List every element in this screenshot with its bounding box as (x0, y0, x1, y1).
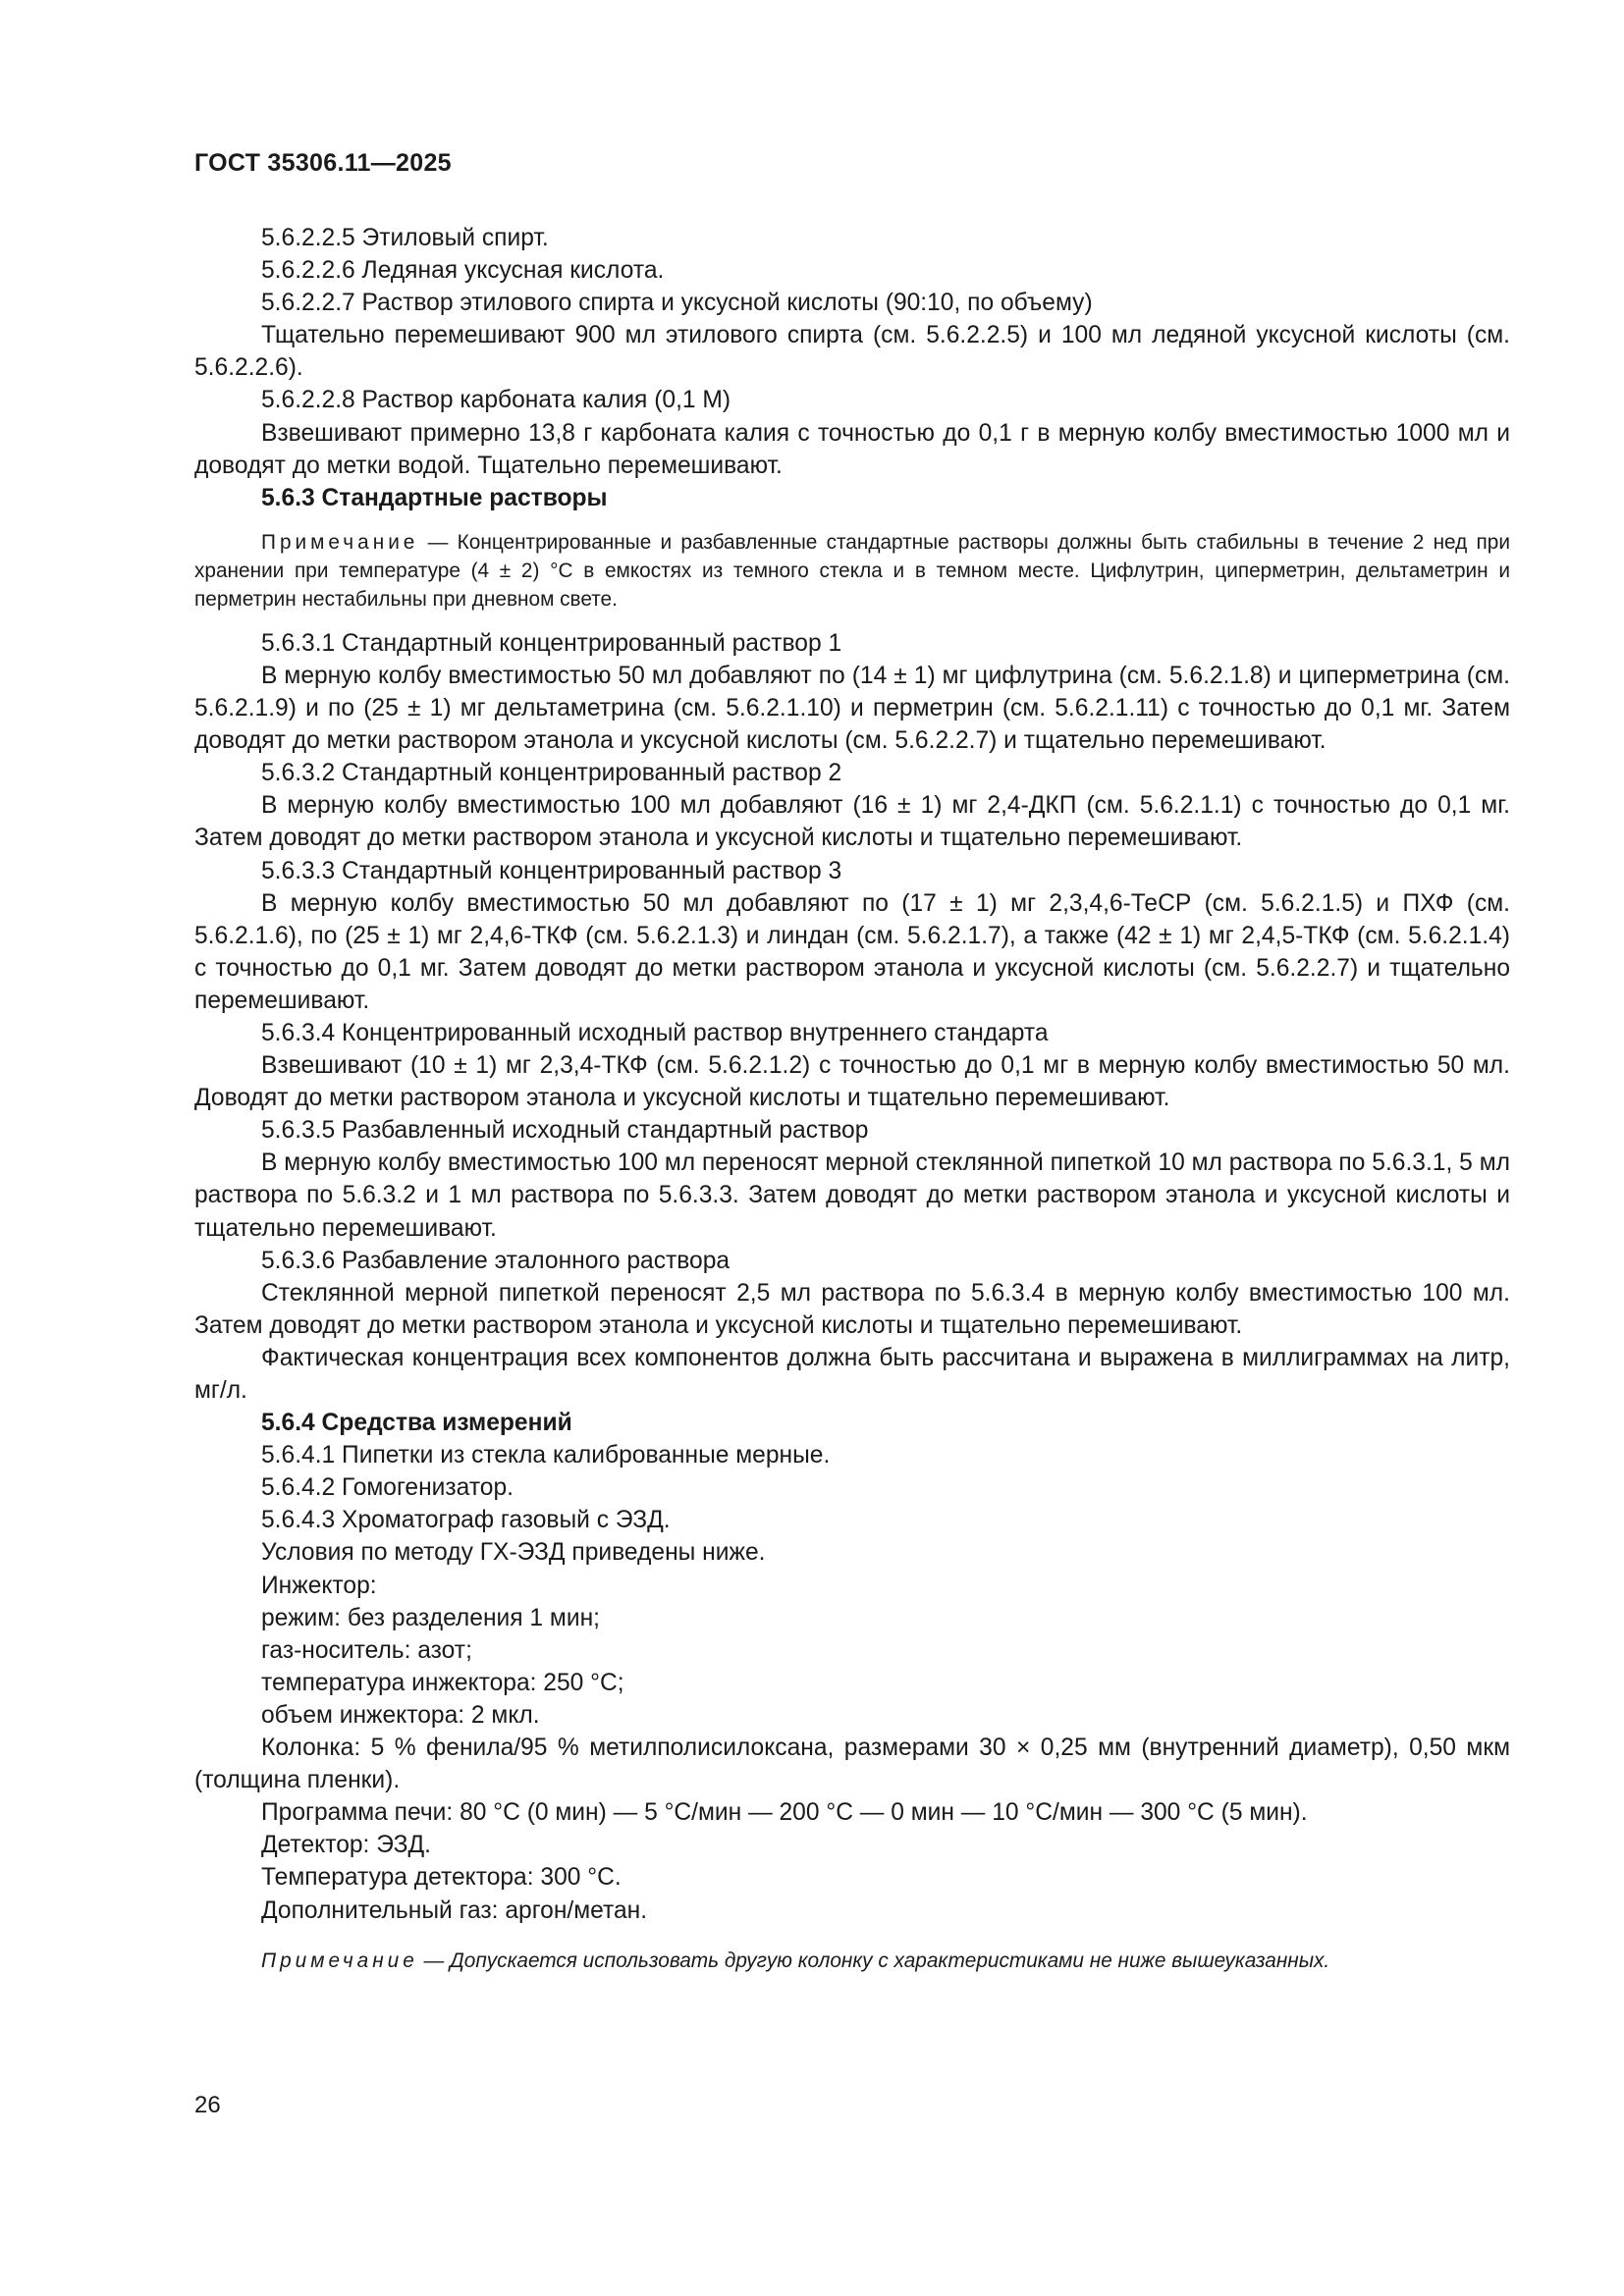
paragraph: 5.6.4.3 Хроматограф газовый с ЭЗД. (261, 1507, 671, 1534)
paragraph: 5.6.4.1 Пипетки из стекла калиброванные мерные. (261, 1442, 831, 1469)
paragraph: объем инжектора: 2 мкл. (261, 1701, 540, 1729)
paragraph: Тщательно перемешивают 900 мл этилового спирта (см. 5.6.2.2.5) и 100 мл ледяной уксусной кислоты (см. 5.6.2.2.6). (194, 322, 1510, 382)
paragraph: В мерную колбу вместимостью 100 мл переносят мерной стеклянной пипеткой 10 мл раствора по 5.6.3.1, 5 мл раствора по 5.6.3.2 и 1 мл раствора по 5.6.3.3. Затем доводят до метки раствором этанола и уксусной кислоты и тщательно перемешивают. (194, 1149, 1510, 1242)
paragraph: температура инжектора: 250 °С; (261, 1669, 624, 1696)
note (194, 528, 1510, 614)
page-number: 26 (194, 2092, 221, 2118)
paragraph: Взвешивают примерно 13,8 г карбоната калия с точностью до 0,1 г в мерную колбу вместимостью 1000 мл и доводят до метки водой. Тщательно перемешивают. (194, 419, 1510, 479)
paragraph: 5.6.3.2 Стандартный концентрированный раствор 2 (261, 760, 842, 787)
note-label: Примечание (261, 1949, 418, 1972)
paragraph: 5.6.3.3 Стандартный концентрированный раствор 3 (261, 857, 842, 884)
paragraph: Взвешивают (10 ± 1) мг 2,3,4-ТКФ (см. 5.6.2.1.2) с точностью до 0,1 мг в мерную колбу вместимостью 50 мл. Доводят до метки раствором этанола и уксусной кислоты и тщательно перемешивают. (194, 1052, 1510, 1112)
paragraph: Условия по методу ГХ-ЭЗД приведены ниже. (261, 1539, 766, 1567)
paragraph: Колонка: 5 % фенила/95 % метилполисилоксана, размерами 30 × 0,25 мм (внутренний диаметр), 0,50 мкм (толщина пленки). (194, 1735, 1510, 1794)
paragraph: 5.6.2.2.7 Раствор этилового спирта и уксусной кислоты (90:10, по объему) (261, 290, 1093, 317)
paragraph: 5.6.2.2.6 Ледяная уксусная кислота. (261, 257, 665, 285)
paragraph: Детектор: ЭЗД. (261, 1832, 431, 1859)
paragraph: Фактическая концентрация всех компонентов должна быть рассчитана и выражена в миллиграммах на литр, мг/л. (194, 1344, 1510, 1404)
paragraph: Программа печи: 80 °С (0 мин) — 5 °С/мин — 200 °С — 0 мин — 10 °С/мин — 300 °С (5 мин). (261, 1799, 1308, 1827)
paragraph: Температура детектора: 300 °С. (261, 1864, 622, 1892)
paragraph: Дополнительный газ: аргон/метан. (261, 1896, 648, 1924)
paragraph: режим: без разделения 1 мин; (261, 1604, 600, 1631)
note-text: — Допускается использовать другую колонку с характеристиками не ниже вышеуказанных. (417, 1949, 1330, 1972)
section-heading: 5.6.3 Стандартные растворы (261, 484, 608, 511)
paragraph: 5.6.3.6 Разбавление эталонного раствора (261, 1247, 731, 1274)
paragraph: 5.6.2.2.5 Этиловый спирт. (261, 225, 549, 251)
paragraph: 5.6.3.5 Разбавленный исходный стандартный раствор (261, 1117, 869, 1145)
paragraph: газ-носитель: азот; (261, 1636, 472, 1664)
note (194, 1947, 1510, 1975)
paragraph: 5.6.3.4 Концентрированный исходный раствор внутреннего стандарта (261, 1019, 1049, 1046)
page-body (194, 222, 1510, 1989)
paragraph: 5.6.3.1 Стандартный концентрированный раствор 1 (261, 629, 842, 657)
paragraph: В мерную колбу вместимостью 50 мл добавляют по (14 ± 1) мг цифлутрина (см. 5.6.2.1.8) и циперметрина (см. 5.6.2.1.9) и по (25 ± 1) мг дельтаметрина (см. 5.6.2.1.10) и перметрин (см. 5.6.2.1.11) с точностью до 0,1 мг. Затем доводят до метки раствором этанола и уксусной кислоты (см. 5.6.2.2.7) и тщательно перемешивают. (194, 662, 1510, 755)
paragraph: Инжектор: (261, 1572, 377, 1599)
note-text: — Концентрированные и разбавленные стандартные растворы должны быть стабильны в течение 2 нед при хранении при температуре (4 ± 2) °С в емкостях из темного стекла и в темном месте. Цифлутрин, циперметрин, дельтаметрин и перметрин нестабильны при дневном свете. (194, 530, 1510, 611)
paragraph: В мерную колбу вместимостью 100 мл добавляют (16 ± 1) мг 2,4-ДКП (см. 5.6.2.1.1) с точностью до 0,1 мг. Затем доводят до метки раствором этанола и уксусной кислоты и тщательно перемешивают. (194, 792, 1510, 852)
paragraph: В мерную колбу вместимостью 50 мл добавляют по (17 ± 1) мг 2,3,4,6-ТеСР (см. 5.6.2.1.5) и ПХФ (см. 5.6.2.1.6), по (25 ± 1) мг 2,4,6-ТКФ (см. 5.6.2.1.3) и линдан (см. 5.6.2.1.7), а также (42 ± 1) мг 2,4,5-ТКФ (см. 5.6.2.1.4) с точностью до 0,1 мг. Затем доводят до метки раствором этанола и уксусной кислоты (см. 5.6.2.2.7) и тщательно перемешивают. (194, 889, 1510, 1014)
paragraph: Стеклянной мерной пипеткой переносят 2,5 мл раствора по 5.6.3.4 в мерную колбу вместимостью 100 мл. Затем доводят до метки раствором этанола и уксусной кислоты и тщательно перемешивают. (194, 1279, 1510, 1339)
note-label: Примечание (261, 530, 419, 554)
page-header: ГОСТ 35306.11—2025 (194, 149, 452, 177)
paragraph: 5.6.4.2 Гомогенизатор. (261, 1474, 514, 1502)
section-heading: 5.6.4 Средства измерений (261, 1410, 572, 1437)
paragraph: 5.6.2.2.8 Раствор карбоната калия (0,1 М) (261, 387, 731, 414)
